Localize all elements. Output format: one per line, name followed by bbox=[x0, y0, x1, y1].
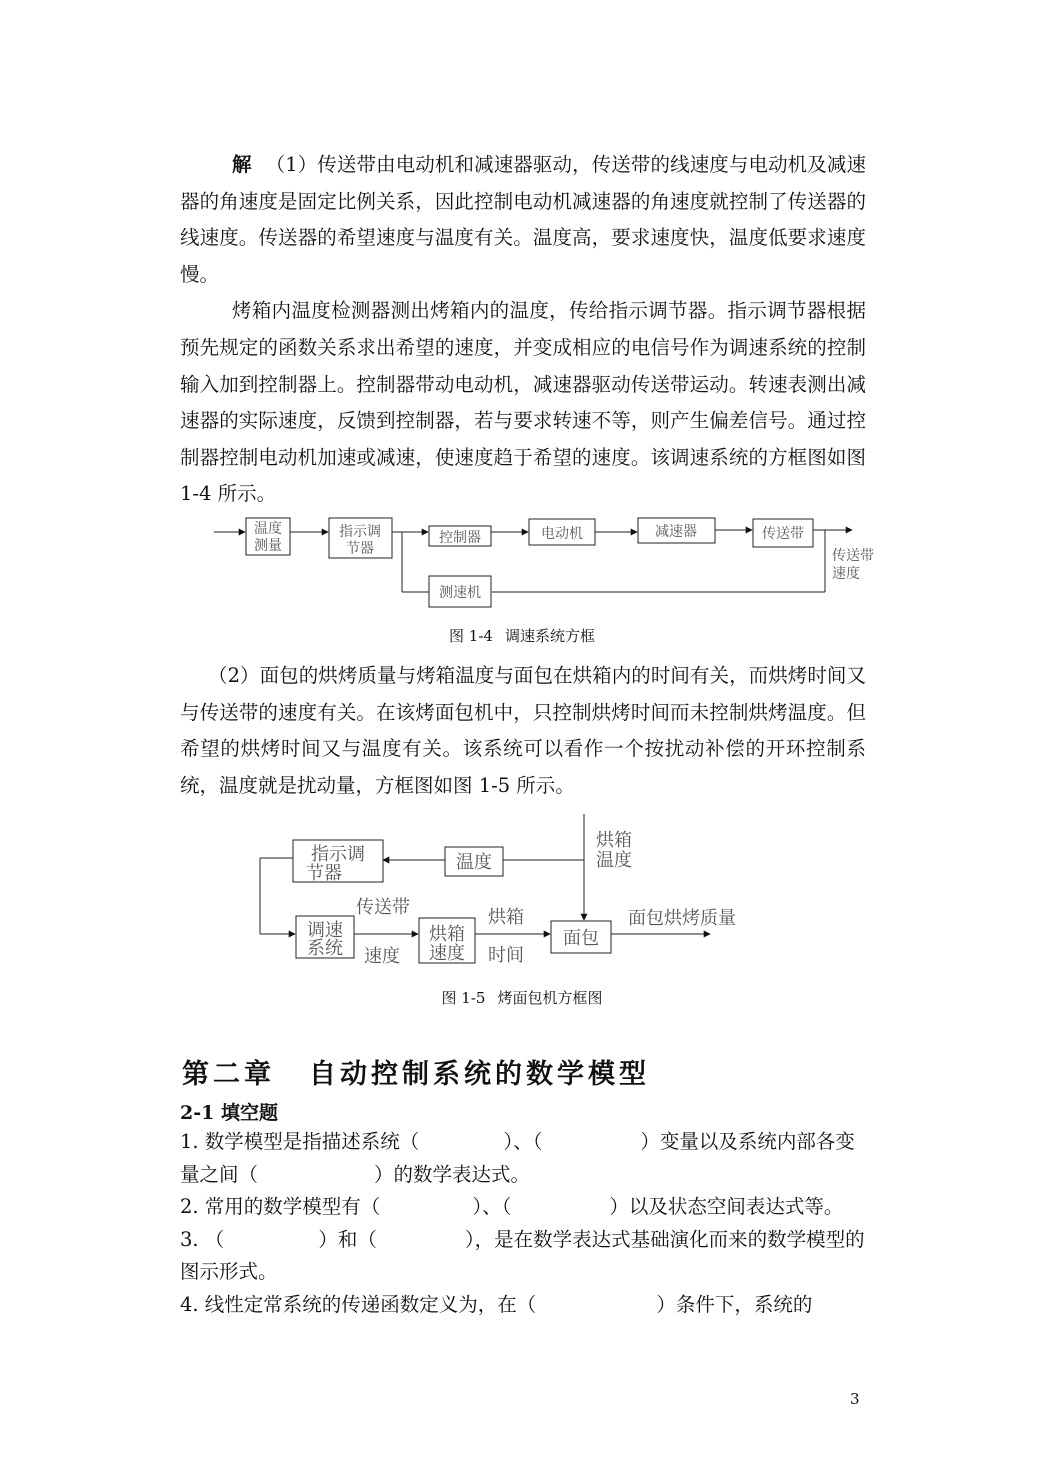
label-conveyor: 传送带 bbox=[356, 897, 410, 918]
block-temperature: 温度 bbox=[456, 852, 492, 873]
figure-1-5-number: 图 1-5 bbox=[441, 989, 486, 1007]
label-oven-time-top: 烘箱 bbox=[488, 907, 524, 928]
output-label-line2: 速度 bbox=[832, 566, 860, 582]
block-indicator-line1: 指示调 bbox=[339, 524, 381, 540]
page-number: 3 bbox=[850, 1390, 860, 1408]
question-2-part-b: ）、（ bbox=[472, 1195, 512, 1218]
question-1-part-d: ）的数学表达式。 bbox=[374, 1162, 531, 1186]
block-oven-speed-line1: 烘箱 bbox=[429, 924, 465, 945]
paragraph-3-block bbox=[180, 658, 866, 804]
question-3-part-b: ）和（ bbox=[318, 1227, 377, 1251]
paragraph-1 bbox=[180, 147, 866, 293]
question-2-part-a: 2. 常用的数学模型有（ bbox=[180, 1195, 381, 1218]
figure-1-4-title: 调速系统方框 bbox=[504, 627, 595, 645]
block-reducer: 减速器 bbox=[655, 524, 697, 540]
figure-1-4-number: 图 1-4 bbox=[449, 627, 493, 645]
question-2-part-c: ）以及状态空间表达式等。 bbox=[609, 1195, 844, 1218]
question-3 bbox=[180, 1224, 866, 1289]
solution-lead: 解 bbox=[232, 153, 252, 176]
question-1 bbox=[180, 1126, 866, 1191]
label-oven-temp-line1: 烘箱 bbox=[596, 830, 632, 851]
question-1-part-a: 1. 数学模型是指描述系统（ bbox=[180, 1130, 420, 1153]
question-3-part-c: ），是在数学表达式基础演化而来的数学模型的图示形式。 bbox=[180, 1227, 865, 1283]
block-motor: 电动机 bbox=[541, 526, 583, 542]
label-speed: 速度 bbox=[364, 946, 400, 967]
figure-1-5 bbox=[250, 810, 770, 974]
label-oven-time-bottom: 时间 bbox=[488, 945, 524, 966]
figure-1-4 bbox=[200, 508, 900, 620]
question-2 bbox=[180, 1191, 866, 1224]
solution-text bbox=[180, 147, 866, 513]
question-list bbox=[180, 1126, 866, 1321]
block-speed-system-line2: 系统 bbox=[307, 938, 343, 959]
section-heading: 2-1 填空题 bbox=[180, 1102, 278, 1124]
block-indicator-line2: 节器 bbox=[346, 541, 374, 557]
block-temp-measure-line1: 温度 bbox=[254, 521, 282, 537]
figure-1-5-diagram bbox=[250, 810, 770, 970]
figure-1-4-caption bbox=[0, 625, 1044, 646]
block-temp-measure-line2: 测量 bbox=[254, 538, 282, 554]
chapter-number: 第二章 bbox=[182, 1059, 275, 1090]
label-oven-temp-line2: 温度 bbox=[596, 850, 632, 871]
question-1-part-c: ）变量以及系统内部各变量之间（ bbox=[180, 1130, 855, 1186]
question-3-part-a: 3. （ bbox=[180, 1227, 225, 1251]
block-tachometer: 测速机 bbox=[439, 585, 481, 601]
block-bread: 面包 bbox=[563, 928, 599, 949]
chapter-heading bbox=[182, 1052, 650, 1091]
block-oven-speed-line2: 速度 bbox=[429, 943, 465, 964]
output-label-line1: 传送带 bbox=[832, 548, 874, 564]
block-speed-system-line1: 调速 bbox=[307, 920, 343, 941]
chapter-title: 自动控制系统的数学模型 bbox=[309, 1059, 650, 1090]
paragraph-3: （2）面包的烘烤质量与烤箱温度与面包在烘箱内的时间有关，而烘烤时间又与传送带的速度有关。在该烤面包机中，只控制烘烤时间而未控制烘烤温度。但希望的烘烤时间又与温度有关。该系统可以看作一个按扰动补偿的开环控制系统，温度就是扰动量，方框图如图 1-5 所示。 bbox=[180, 664, 866, 797]
question-1-part-b: ）、（ bbox=[503, 1130, 543, 1153]
question-4 bbox=[180, 1289, 866, 1322]
figure-1-5-caption bbox=[0, 987, 1044, 1008]
block-conveyor: 传送带 bbox=[762, 526, 804, 542]
paragraph-1-text: （1）传送带由电动机和减速器驱动，传送带的线速度与电动机及减速器的角速度是固定比例关系，因此控制电动机减速器的角速度就控制了传送器的线速度。传送器的希望速度与温度有关。温度高，要求速度快，温度低要求速度慢。 bbox=[180, 153, 866, 286]
block-controller: 控制器 bbox=[439, 530, 481, 546]
question-4-part-a: 4. 线性定常系统的传递函数定义为，在（ bbox=[180, 1292, 537, 1316]
label-output-quality: 面包烘烤质量 bbox=[628, 908, 736, 929]
block-indicator-line2: 节器 bbox=[306, 863, 342, 884]
figure-1-5-title: 烤面包机方框图 bbox=[497, 989, 603, 1007]
question-4-part-b: ）条件下，系统的 bbox=[656, 1292, 813, 1316]
figure-1-4-diagram bbox=[200, 508, 900, 616]
block-indicator-line1: 指示调 bbox=[311, 844, 365, 865]
paragraph-2: 烤箱内温度检测器测出烤箱内的温度，传给指示调节器。指示调节器根据预先规定的函数关系求出希望的速度，并变成相应的电信号作为调速系统的控制输入加到控制器上。控制器带动电动机，减速器驱动传送带运动。转速表测出减速器的实际速度，反馈到控制器，若与要求转速不等，则产生偏差信号。通过控制器控制电动机加速或减速，使速度趋于希望的速度。该调速系统的方框图如图 1-4 所示。 bbox=[180, 299, 866, 506]
